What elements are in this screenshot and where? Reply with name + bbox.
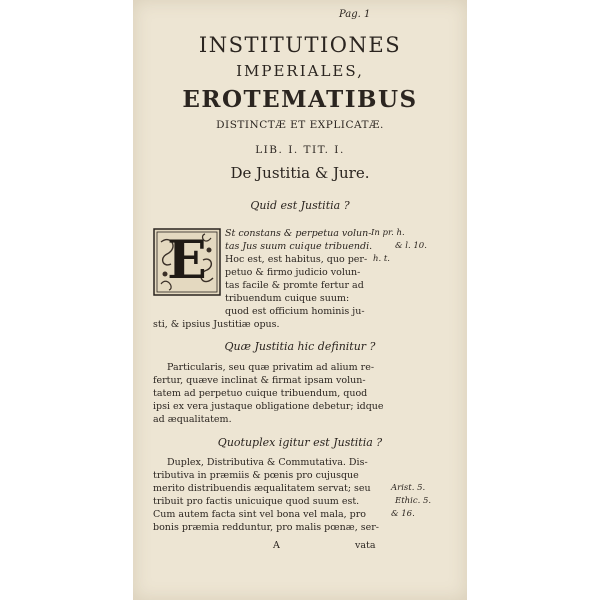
section-1-line-1: St constans & perpetua volun- <box>225 228 372 239</box>
section-1-line-6: tribuendum cuique suum: <box>225 293 350 304</box>
section-2-question: Quæ Justitia hic definitur ? <box>224 340 376 353</box>
section-3-line-2: tributiva in præmiis & pœnis pro cujusque <box>153 470 359 481</box>
title-line-4: DISTINCTÆ ET EXPLICATÆ. <box>216 119 384 131</box>
section-2-line-3: tatem ad perpetuo cuique tribuendum, quod <box>153 388 368 399</box>
section-3-margin-note-1: Arist. 5. <box>391 483 426 493</box>
section-1-line-7: quod est officium hominis ju- <box>225 306 365 317</box>
section-2-line-2: fertur, quæve inclinat & firmat ipsam volun- <box>153 375 366 386</box>
section-1-line-4: petuo & firmo judicio volun- <box>225 267 361 278</box>
title-line-2: IMPERIALES, <box>236 62 364 80</box>
section-2-line-1: Particularis, seu quæ privatim ad alium re- <box>167 362 375 373</box>
chapter-heading: De Justitia & Jure. <box>230 164 370 182</box>
signature-mark: A <box>273 540 280 551</box>
section-1-margin-note-3: h. t. <box>373 254 390 264</box>
section-1-line-8: sti, & ipsius Justitiæ opus. <box>153 319 280 330</box>
section-1-line-5: tas facile & promte fertur ad <box>225 280 364 291</box>
decorated-initial-e-icon <box>153 228 221 296</box>
catchword: vata <box>355 540 376 551</box>
section-3-line-6: bonis præmia redduntur, pro malis pœnæ, ser- <box>153 522 379 533</box>
section-1-line-2: tas Jus suum cuique tribuendi. <box>225 241 373 252</box>
initial-letter: E <box>167 230 207 291</box>
section-3-line-4: tribuit pro factis unicuique quod suum est. <box>153 496 360 507</box>
section-3-line-5: Cum autem facta sint vel bona vel mala, pro <box>153 509 366 520</box>
section-3-question: Quotuplex igitur est Justitia ? <box>217 436 383 449</box>
section-3-line-3: merito distribuendis æqualitatem servat; seu <box>153 483 371 494</box>
section-2-line-5: ad æqualitatem. <box>153 414 232 425</box>
section-3-margin-note-3: & 16. <box>391 509 415 519</box>
section-1-line-3: Hoc est, est habitus, quo per- <box>225 254 368 265</box>
book-title-reference: LIB. I. TIT. I. <box>255 144 345 156</box>
title-line-3: EROTEMATIBUS <box>182 86 418 113</box>
section-1-margin-note-1: In pr. h. <box>371 228 405 238</box>
section-3-line-1: Duplex, Distributiva & Commutativa. Dis- <box>167 457 368 468</box>
title-line-1: INSTITUTIONES <box>198 33 402 57</box>
page-number: Pag. 1 <box>339 9 371 20</box>
book-page <box>133 0 467 600</box>
section-2-line-4: ipsi ex vera justaque obligatione debetur; idque <box>153 401 384 412</box>
section-3-margin-note-2: Ethic. 5. <box>395 496 432 506</box>
section-1-margin-note-2: & l. 10. <box>395 241 427 251</box>
section-1-question: Quid est Justitia ? <box>250 199 350 212</box>
